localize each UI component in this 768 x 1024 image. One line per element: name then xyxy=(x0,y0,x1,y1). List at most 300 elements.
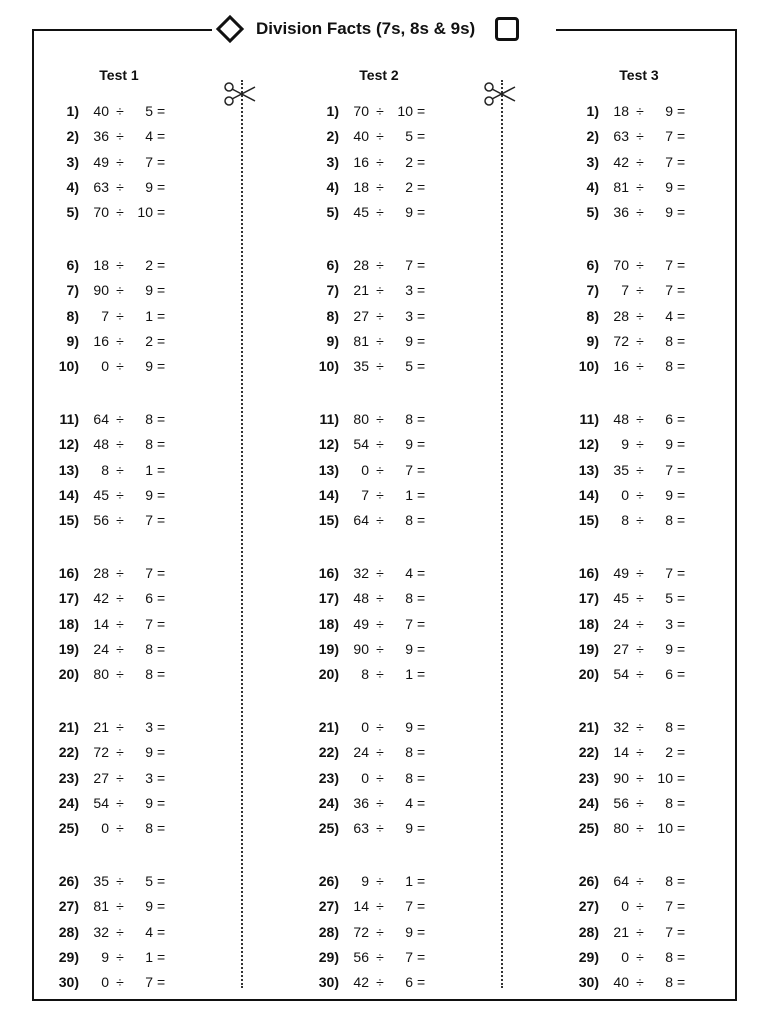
problem-number: 15) xyxy=(578,512,599,529)
dividend: 8 xyxy=(621,512,629,529)
dividend: 28 xyxy=(353,257,369,273)
dividend: 35 xyxy=(93,873,109,889)
problem-number: 20) xyxy=(58,666,79,683)
cut-line-1 xyxy=(241,80,243,988)
divide-sign: ÷ xyxy=(116,103,124,119)
dividend: 80 xyxy=(93,666,109,683)
dividend: 81 xyxy=(93,898,109,915)
scissors-icon xyxy=(483,81,517,107)
problem-number: 8) xyxy=(326,307,339,324)
divide-sign: ÷ xyxy=(376,461,384,478)
equals-sign: = xyxy=(157,719,166,735)
dividend: 24 xyxy=(613,615,629,632)
divisor: 9 xyxy=(405,204,413,221)
equals-sign: = xyxy=(677,282,686,299)
divide-sign: ÷ xyxy=(116,666,124,683)
dividend: 40 xyxy=(613,974,629,991)
equals-sign: = xyxy=(417,974,426,991)
problem-number: 21) xyxy=(58,719,79,735)
divide-sign: ÷ xyxy=(116,128,124,145)
equals-sign: = xyxy=(157,307,166,324)
dividend: 27 xyxy=(613,640,629,657)
equals-sign: = xyxy=(677,794,686,811)
equals-sign: = xyxy=(677,358,686,375)
divisor: 9 xyxy=(665,103,673,119)
dividend: 32 xyxy=(93,923,109,940)
square-icon xyxy=(495,17,519,41)
dividend: 24 xyxy=(93,640,109,657)
problem-number: 10) xyxy=(318,358,339,375)
divide-sign: ÷ xyxy=(116,769,124,786)
dividend: 63 xyxy=(93,178,109,195)
dividend: 18 xyxy=(613,103,629,119)
equals-sign: = xyxy=(417,719,426,735)
divisor: 8 xyxy=(405,769,413,786)
divisor: 8 xyxy=(145,436,153,453)
problem-number: 11) xyxy=(59,411,79,427)
dividend: 0 xyxy=(361,461,369,478)
dividend: 35 xyxy=(353,358,369,375)
divide-sign: ÷ xyxy=(376,512,384,529)
equals-sign: = xyxy=(677,769,686,786)
problem-number: 15) xyxy=(318,512,339,529)
divisor: 8 xyxy=(405,744,413,761)
divide-sign: ÷ xyxy=(376,794,384,811)
equals-sign: = xyxy=(417,873,426,889)
problem-number: 19) xyxy=(578,640,599,657)
dividend: 56 xyxy=(353,948,369,965)
divide-sign: ÷ xyxy=(116,512,124,529)
dividend: 54 xyxy=(613,666,629,683)
equals-sign: = xyxy=(677,873,686,889)
divisor: 3 xyxy=(145,719,153,735)
problem-number: 30) xyxy=(318,974,339,991)
divisor: 10 xyxy=(137,204,153,221)
equals-sign: = xyxy=(157,411,166,427)
divisor: 8 xyxy=(665,794,673,811)
equals-sign: = xyxy=(157,640,166,657)
divisor: 2 xyxy=(405,153,413,170)
problem-number: 29) xyxy=(58,948,79,965)
test-title: Test 3 xyxy=(619,67,659,83)
divisor: 2 xyxy=(145,332,153,349)
dividend: 27 xyxy=(93,769,109,786)
equals-sign: = xyxy=(417,744,426,761)
dividend: 54 xyxy=(93,794,109,811)
equals-sign: = xyxy=(157,666,166,683)
divisor: 7 xyxy=(665,282,673,299)
dividend: 28 xyxy=(93,565,109,581)
equals-sign: = xyxy=(677,744,686,761)
problem-number: 6) xyxy=(326,257,339,273)
problem-number: 12) xyxy=(58,436,79,453)
equals-sign: = xyxy=(157,873,166,889)
divisor: 9 xyxy=(665,486,673,503)
equals-sign: = xyxy=(157,898,166,915)
divide-sign: ÷ xyxy=(376,974,384,991)
divisor: 9 xyxy=(145,358,153,375)
problem-number: 19) xyxy=(58,640,79,657)
dividend: 27 xyxy=(353,307,369,324)
equals-sign: = xyxy=(677,103,686,119)
problem-number: 7) xyxy=(66,282,79,299)
dividend: 36 xyxy=(93,128,109,145)
divide-sign: ÷ xyxy=(636,820,644,837)
dividend: 64 xyxy=(93,411,109,427)
divisor: 8 xyxy=(405,411,413,427)
equals-sign: = xyxy=(677,923,686,940)
divisor: 1 xyxy=(405,666,413,683)
problem-number: 7) xyxy=(586,282,599,299)
divisor: 4 xyxy=(145,923,153,940)
dividend: 7 xyxy=(361,486,369,503)
dividend: 72 xyxy=(353,923,369,940)
divisor: 7 xyxy=(665,923,673,940)
dividend: 24 xyxy=(353,744,369,761)
dividend: 42 xyxy=(613,153,629,170)
problem-number: 26) xyxy=(578,873,599,889)
dividend: 0 xyxy=(101,358,109,375)
problem-number: 24) xyxy=(58,794,79,811)
dividend: 9 xyxy=(101,948,109,965)
divisor: 9 xyxy=(665,204,673,221)
problem-number: 8) xyxy=(66,307,79,324)
divisor: 7 xyxy=(405,615,413,632)
divisor: 9 xyxy=(405,436,413,453)
dividend: 48 xyxy=(93,436,109,453)
divisor: 7 xyxy=(665,257,673,273)
divisor: 8 xyxy=(405,590,413,607)
equals-sign: = xyxy=(417,332,426,349)
problem-number: 13) xyxy=(58,461,79,478)
divide-sign: ÷ xyxy=(116,615,124,632)
dividend: 9 xyxy=(361,873,369,889)
divide-sign: ÷ xyxy=(116,640,124,657)
divide-sign: ÷ xyxy=(116,282,124,299)
divisor: 7 xyxy=(145,565,153,581)
divide-sign: ÷ xyxy=(376,332,384,349)
divisor: 7 xyxy=(405,898,413,915)
divide-sign: ÷ xyxy=(116,923,124,940)
dividend: 70 xyxy=(613,257,629,273)
test-title: Test 1 xyxy=(99,67,139,83)
dividend: 40 xyxy=(353,128,369,145)
problem-number: 16) xyxy=(58,565,79,581)
divisor: 3 xyxy=(145,769,153,786)
divisor: 9 xyxy=(145,282,153,299)
divide-sign: ÷ xyxy=(636,204,644,221)
equals-sign: = xyxy=(677,307,686,324)
divide-sign: ÷ xyxy=(376,204,384,221)
divisor: 5 xyxy=(665,590,673,607)
equals-sign: = xyxy=(157,128,166,145)
equals-sign: = xyxy=(157,153,166,170)
divide-sign: ÷ xyxy=(636,948,644,965)
divisor: 9 xyxy=(665,640,673,657)
divisor: 9 xyxy=(405,640,413,657)
dividend: 63 xyxy=(613,128,629,145)
problem-number: 6) xyxy=(66,257,79,273)
equals-sign: = xyxy=(677,153,686,170)
divide-sign: ÷ xyxy=(376,719,384,735)
problem-number: 17) xyxy=(578,590,599,607)
divide-sign: ÷ xyxy=(636,615,644,632)
divisor: 7 xyxy=(665,898,673,915)
equals-sign: = xyxy=(157,282,166,299)
equals-sign: = xyxy=(417,103,426,119)
divide-sign: ÷ xyxy=(116,204,124,221)
divisor: 2 xyxy=(145,257,153,273)
dividend: 14 xyxy=(353,898,369,915)
divisor: 4 xyxy=(405,794,413,811)
problem-number: 28) xyxy=(578,923,599,940)
equals-sign: = xyxy=(157,461,166,478)
equals-sign: = xyxy=(157,332,166,349)
divisor: 1 xyxy=(405,873,413,889)
scissors-icon xyxy=(223,81,257,107)
equals-sign: = xyxy=(677,898,686,915)
divisor: 7 xyxy=(145,512,153,529)
divide-sign: ÷ xyxy=(636,512,644,529)
problem-number: 22) xyxy=(318,744,339,761)
equals-sign: = xyxy=(157,103,166,119)
equals-sign: = xyxy=(417,307,426,324)
dividend: 48 xyxy=(613,411,629,427)
divide-sign: ÷ xyxy=(376,178,384,195)
equals-sign: = xyxy=(157,974,166,991)
dividend: 90 xyxy=(613,769,629,786)
problem-number: 14) xyxy=(58,486,79,503)
divide-sign: ÷ xyxy=(636,873,644,889)
problem-number: 14) xyxy=(318,486,339,503)
divisor: 2 xyxy=(405,178,413,195)
divide-sign: ÷ xyxy=(636,436,644,453)
problem-number: 11) xyxy=(319,411,339,427)
divisor: 7 xyxy=(665,128,673,145)
dividend: 70 xyxy=(93,204,109,221)
divisor: 9 xyxy=(405,332,413,349)
dividend: 72 xyxy=(93,744,109,761)
divide-sign: ÷ xyxy=(116,719,124,735)
dividend: 8 xyxy=(101,461,109,478)
dividend: 8 xyxy=(361,666,369,683)
problem-number: 1) xyxy=(66,103,79,119)
problem-number: 3) xyxy=(66,153,79,170)
divide-sign: ÷ xyxy=(636,640,644,657)
divide-sign: ÷ xyxy=(376,103,384,119)
divide-sign: ÷ xyxy=(636,411,644,427)
problem-number: 5) xyxy=(586,204,599,221)
divisor: 9 xyxy=(145,898,153,915)
dividend: 14 xyxy=(613,744,629,761)
dividend: 48 xyxy=(353,590,369,607)
divisor: 4 xyxy=(665,307,673,324)
divisor: 8 xyxy=(665,873,673,889)
problem-number: 23) xyxy=(58,769,79,786)
problem-number: 4) xyxy=(586,178,599,195)
equals-sign: = xyxy=(417,923,426,940)
dividend: 14 xyxy=(93,615,109,632)
equals-sign: = xyxy=(677,436,686,453)
dividend: 32 xyxy=(613,719,629,735)
dividend: 40 xyxy=(93,103,109,119)
divisor: 1 xyxy=(145,948,153,965)
divide-sign: ÷ xyxy=(376,615,384,632)
divisor: 7 xyxy=(665,565,673,581)
divide-sign: ÷ xyxy=(116,794,124,811)
dividend: 16 xyxy=(93,332,109,349)
dividend: 72 xyxy=(613,332,629,349)
equals-sign: = xyxy=(157,565,166,581)
divisor: 5 xyxy=(145,103,153,119)
divisor: 8 xyxy=(665,974,673,991)
divide-sign: ÷ xyxy=(116,486,124,503)
dividend: 0 xyxy=(361,719,369,735)
dividend: 0 xyxy=(621,486,629,503)
problem-number: 12) xyxy=(318,436,339,453)
problem-number: 21) xyxy=(318,719,339,735)
problem-number: 24) xyxy=(318,794,339,811)
divide-sign: ÷ xyxy=(116,358,124,375)
equals-sign: = xyxy=(417,153,426,170)
divide-sign: ÷ xyxy=(636,719,644,735)
problem-number: 4) xyxy=(66,178,79,195)
divisor: 7 xyxy=(665,153,673,170)
divide-sign: ÷ xyxy=(636,358,644,375)
divide-sign: ÷ xyxy=(376,282,384,299)
equals-sign: = xyxy=(157,358,166,375)
divisor: 7 xyxy=(405,461,413,478)
divide-sign: ÷ xyxy=(116,820,124,837)
dividend: 35 xyxy=(613,461,629,478)
dividend: 81 xyxy=(613,178,629,195)
problem-number: 2) xyxy=(326,128,339,145)
divide-sign: ÷ xyxy=(376,666,384,683)
problem-number: 21) xyxy=(578,719,599,735)
problem-number: 16) xyxy=(578,565,599,581)
divide-sign: ÷ xyxy=(116,565,124,581)
divisor: 4 xyxy=(405,565,413,581)
problem-number: 2) xyxy=(586,128,599,145)
problem-number: 29) xyxy=(578,948,599,965)
divide-sign: ÷ xyxy=(636,974,644,991)
divisor: 8 xyxy=(145,411,153,427)
equals-sign: = xyxy=(417,820,426,837)
equals-sign: = xyxy=(417,486,426,503)
problem-number: 25) xyxy=(58,820,79,837)
equals-sign: = xyxy=(157,769,166,786)
problem-number: 5) xyxy=(326,204,339,221)
divide-sign: ÷ xyxy=(376,873,384,889)
problem-number: 25) xyxy=(578,820,599,837)
problem-number: 23) xyxy=(578,769,599,786)
divide-sign: ÷ xyxy=(636,332,644,349)
problem-number: 9) xyxy=(586,332,599,349)
diamond-icon xyxy=(216,15,244,43)
equals-sign: = xyxy=(417,512,426,529)
divisor: 8 xyxy=(145,666,153,683)
problem-number: 27) xyxy=(318,898,339,915)
dividend: 45 xyxy=(613,590,629,607)
problem-number: 1) xyxy=(586,103,599,119)
divisor: 9 xyxy=(405,923,413,940)
divide-sign: ÷ xyxy=(376,898,384,915)
equals-sign: = xyxy=(677,948,686,965)
divisor: 3 xyxy=(405,282,413,299)
divide-sign: ÷ xyxy=(116,948,124,965)
equals-sign: = xyxy=(677,640,686,657)
problem-number: 17) xyxy=(318,590,339,607)
problem-number: 26) xyxy=(58,873,79,889)
equals-sign: = xyxy=(157,615,166,632)
divisor: 8 xyxy=(665,332,673,349)
dividend: 42 xyxy=(353,974,369,991)
equals-sign: = xyxy=(417,178,426,195)
equals-sign: = xyxy=(417,640,426,657)
problem-number: 27) xyxy=(58,898,79,915)
divisor: 3 xyxy=(665,615,673,632)
problem-number: 2) xyxy=(66,128,79,145)
divide-sign: ÷ xyxy=(636,178,644,195)
equals-sign: = xyxy=(417,615,426,632)
equals-sign: = xyxy=(677,204,686,221)
divisor: 9 xyxy=(145,178,153,195)
divisor: 7 xyxy=(145,153,153,170)
problem-number: 6) xyxy=(586,257,599,273)
dividend: 0 xyxy=(101,820,109,837)
divide-sign: ÷ xyxy=(376,128,384,145)
divide-sign: ÷ xyxy=(376,358,384,375)
equals-sign: = xyxy=(417,358,426,375)
problem-number: 9) xyxy=(66,332,79,349)
divide-sign: ÷ xyxy=(636,486,644,503)
problem-number: 20) xyxy=(318,666,339,683)
equals-sign: = xyxy=(157,923,166,940)
dividend: 90 xyxy=(353,640,369,657)
divisor: 8 xyxy=(405,512,413,529)
problem-number: 26) xyxy=(318,873,339,889)
equals-sign: = xyxy=(677,666,686,683)
divisor: 9 xyxy=(145,794,153,811)
problem-number: 3) xyxy=(586,153,599,170)
equals-sign: = xyxy=(677,257,686,273)
dividend: 36 xyxy=(353,794,369,811)
divide-sign: ÷ xyxy=(636,307,644,324)
divide-sign: ÷ xyxy=(116,411,124,427)
problem-number: 25) xyxy=(318,820,339,837)
divisor: 6 xyxy=(405,974,413,991)
dividend: 64 xyxy=(353,512,369,529)
divide-sign: ÷ xyxy=(376,565,384,581)
divide-sign: ÷ xyxy=(116,257,124,273)
divisor: 7 xyxy=(405,257,413,273)
problem-number: 28) xyxy=(58,923,79,940)
problem-number: 4) xyxy=(326,178,339,195)
dividend: 16 xyxy=(353,153,369,170)
divide-sign: ÷ xyxy=(116,898,124,915)
dividend: 0 xyxy=(621,948,629,965)
dividend: 49 xyxy=(613,565,629,581)
divisor: 5 xyxy=(405,128,413,145)
dividend: 7 xyxy=(101,307,109,324)
equals-sign: = xyxy=(677,512,686,529)
equals-sign: = xyxy=(677,178,686,195)
problem-number: 5) xyxy=(66,204,79,221)
divisor: 8 xyxy=(665,512,673,529)
equals-sign: = xyxy=(417,128,426,145)
equals-sign: = xyxy=(417,282,426,299)
divisor: 8 xyxy=(665,358,673,375)
